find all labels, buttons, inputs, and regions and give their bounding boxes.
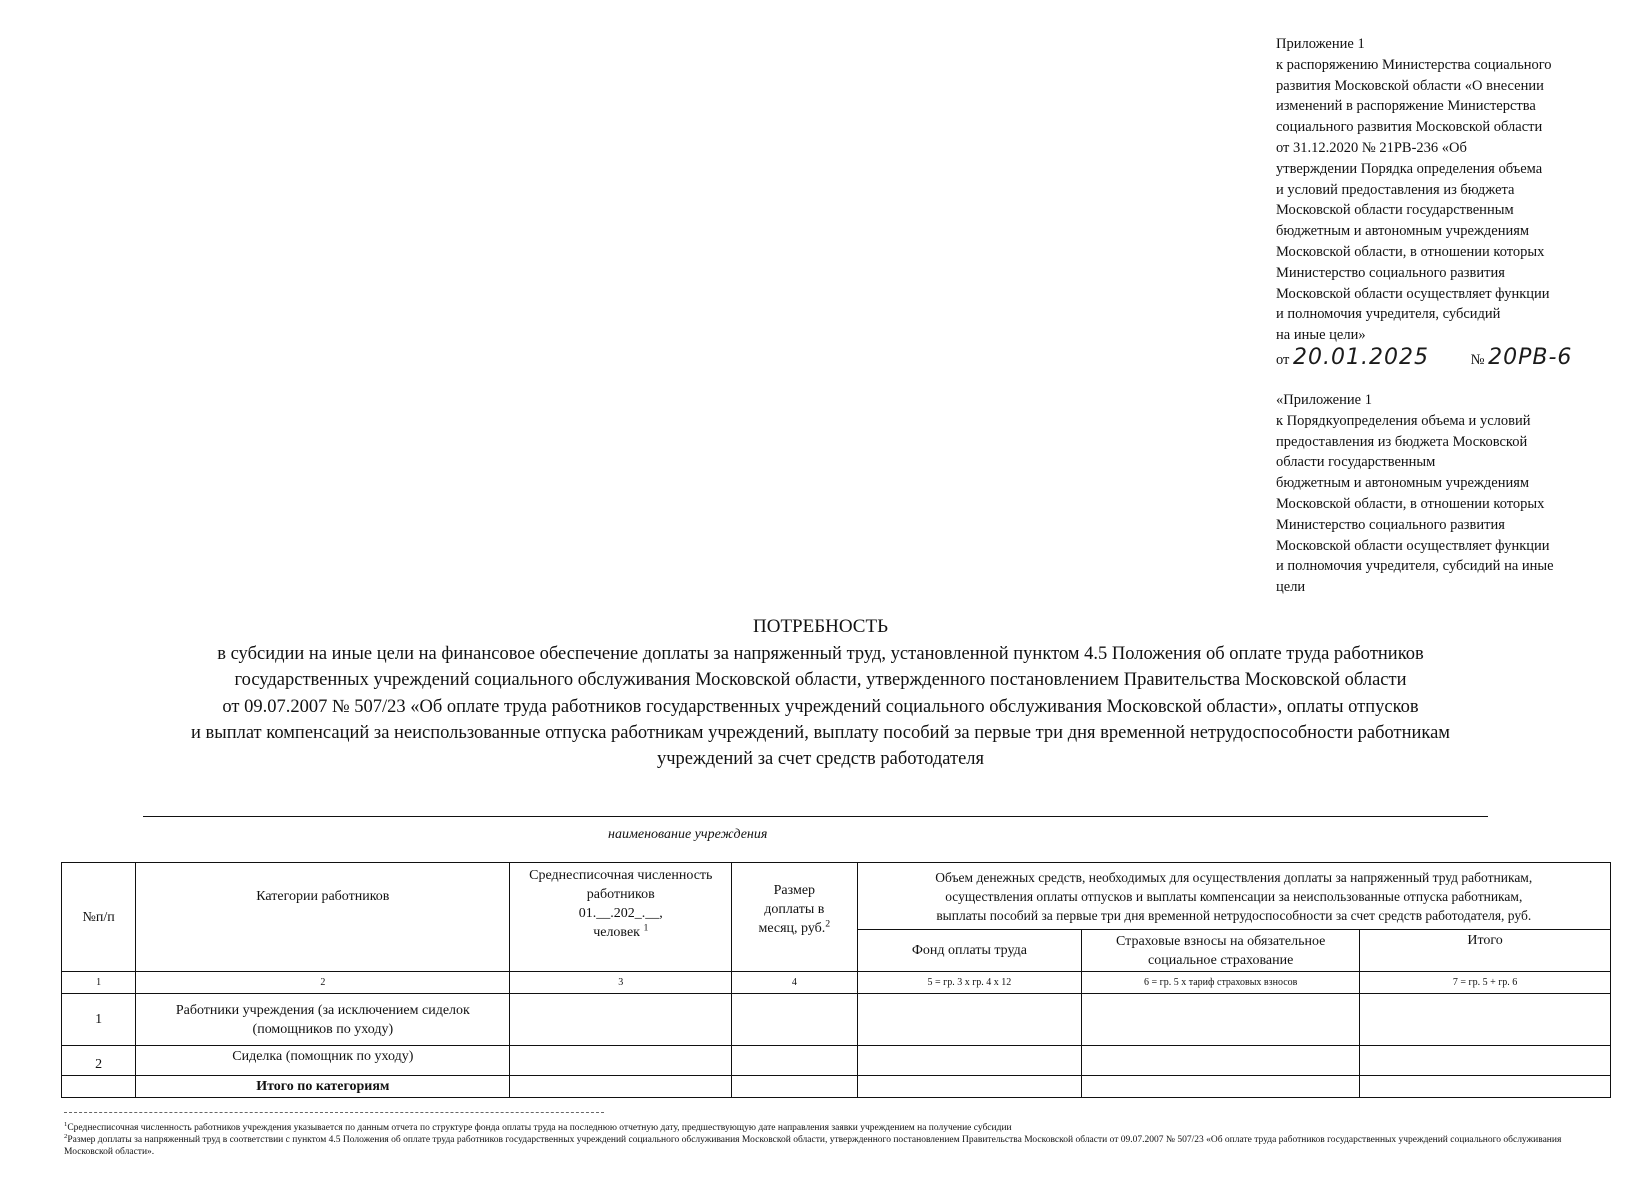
needs-table [61,862,1611,1098]
total-cell[interactable] [1360,994,1611,1046]
order-date-label: от [1276,351,1290,368]
header-number: №п/п [62,863,136,972]
fund-cell[interactable] [857,1046,1082,1076]
row-number: 2 [62,1046,136,1076]
subtitle-line: и выплат компенсаций за неиспользованные отпуска работникам учреждений, выплату пособий за первые три дня временной нетрудоспособности работникам [191,722,1450,743]
headcount-cell[interactable] [510,1046,732,1076]
header-headcount-line4 [514,923,727,942]
appendix-line: Министерство социального развития [1276,264,1505,281]
header-category: Категории работников [136,863,510,972]
payment-cell[interactable] [732,1046,857,1076]
appendix-line: на иные цели» [1276,327,1366,344]
header-payment-line1: Размер [773,883,816,898]
column-number-4: 4 [732,972,857,994]
header-payment [732,863,857,972]
appendix-line: развития Московской области «О внесении [1276,77,1544,94]
header-volume [857,863,1610,930]
appendix-line: Приложение 1 [1276,36,1365,52]
appendix-line: к распоряжению Министерства социального [1276,56,1552,73]
row-number: 1 [62,994,136,1046]
header-fund: Фонд оплаты труда [857,930,1082,972]
footnote-mark-1: 1 [64,1120,68,1128]
total-label: Итого по категориям [136,1076,510,1098]
fund-cell[interactable] [857,994,1082,1046]
header-payment-unit: месяц, руб. [758,921,826,936]
order-date-handwritten: 20.01.2025 [1293,344,1429,370]
fund-cell[interactable] [857,1076,1082,1098]
order-number-label: № [1470,351,1485,368]
header-insurance [1082,930,1360,972]
column-number-7: 7 = гр. 5 + гр. 6 [1360,972,1611,994]
appendix-line: изменений в распоряжение Министерства [1276,98,1536,115]
institution-name-caption: наименование учреждения [608,827,768,842]
insurance-cell[interactable] [1082,1076,1360,1098]
appendix2-line: и полномочия учредителя, субсидий на иные [1276,558,1554,575]
footnote-2-text: Размер доплаты за напряженный труд в соответствии с пунктом 4.5 Положения об оплате труда работников государственных учреждений социального обслуживания Московской области, утвержденного постановлением Правительства Московской области от 09.07.2007 № 507/23 «Об оплате труда работников государственных учреждений социального обслуживания Московской области». [64,1135,1562,1157]
footnote-1-text: Среднесписочная численность работников учреждения указывается по данным отчета по структуре фонда оплаты труда на последнюю отчетную дату, предшествующую дате направления заявки учреждением на получение субсидии [67,1123,1012,1133]
appendix-line: бюджетным и автономным учреждениям [1276,223,1530,240]
footnote-1 [64,1122,1604,1134]
header-payment-line3 [736,919,852,938]
row-category [136,994,510,1046]
footnote-mark-2: 2 [64,1132,68,1140]
footnote-ref-2: 2 [825,918,831,930]
appendix2-line: к Порядкуопределения объема и условий [1276,412,1531,429]
row-category: Сиделка (помощник по уходу) [136,1046,510,1076]
appendix2-line: области государственным [1276,454,1436,471]
subtitle-line: от 09.07.2007 № 507/23 «Об оплате труда работников государственных учреждений социального обслуживания Московской области», оплаты отпусков [222,696,1419,717]
header-headcount-line2: работников [586,887,655,902]
insurance-cell[interactable] [1082,994,1360,1046]
total-row-number [62,1076,136,1098]
row-category-line1: Работники учреждения (за исключением сиделок [175,1002,470,1018]
appendix2-line: цели [1276,579,1306,596]
appendix2-line: Министерство социального развития [1276,516,1505,533]
header-volume-line3: выплаты пособий за первые три дня временной нетрудоспособности за счет средств работодателя, руб. [936,907,1532,923]
appendix-line: утверждении Порядка определения объема [1276,160,1543,177]
payment-cell[interactable] [732,1076,857,1098]
appendix-line: и условий предоставления из бюджета [1276,181,1515,198]
appendix2-line: бюджетным и автономным учреждениям [1276,475,1530,492]
institution-name-line[interactable] [143,816,1488,817]
table-row [62,1046,1611,1076]
appendix-line: социального развития Московской области [1276,119,1543,136]
subtitle-line: государственных учреждений социального обслуживания Московской области, утвержденного постановлением Правительства Московской области [234,670,1407,691]
total-cell[interactable] [1360,1046,1611,1076]
appendix-header [1276,34,1616,374]
header-insurance-line1: Страховые взносы на обязательное [1116,933,1326,949]
header-volume-line2: осуществления оплаты отпусков и выплаты компенсации за неиспользованные отпуска работникам, [945,888,1523,904]
footnotes [64,1122,1604,1158]
subtitle-line: в субсидии на иные цели на финансовое обеспечение доплаты за напряженный труд, установленной пунктом 4.5 Положения об оплате труда работников [217,644,1424,664]
header-headcount [510,863,732,972]
column-number-6: 6 = гр. 5 х тариф страховых взносов [1082,972,1360,994]
headcount-cell[interactable] [510,994,732,1046]
insurance-cell[interactable] [1082,1046,1360,1076]
header-headcount-line1: Среднесписочная численность [529,868,713,883]
appendix-line: Московской области осуществляет функции [1276,285,1550,302]
header-volume-line1: Объем денежных средств, необходимых для осуществления доплаты за напряженный труд работникам, [935,869,1533,885]
appendix-line: Московской области, в отношении которых [1276,243,1545,260]
payment-cell[interactable] [732,994,857,1046]
column-number-3: 3 [510,972,732,994]
order-number-handwritten: 20РВ-6 [1488,344,1573,370]
appendix-line: Московской области государственным [1276,202,1514,219]
order-date-number [1276,344,1616,374]
appendix2-line: Московской области, в отношении которых [1276,495,1545,512]
footnote-2 [64,1134,1604,1158]
header-total: Итого [1360,930,1611,972]
table-total-row [62,1076,1611,1098]
headcount-cell[interactable] [510,1076,732,1098]
footnote-divider [64,1112,604,1113]
header-payment-line2: доплаты в [764,902,825,917]
row-category-line2: (помощников по уходу) [252,1021,394,1037]
column-number-1: 1 [62,972,136,994]
appendix2-line: предоставления из бюджета Московской [1276,433,1528,450]
appendix2-line: «Приложение 1 [1276,392,1372,408]
appendix-line: от 31.12.2020 № 21РВ-236 «Об [1276,139,1467,156]
table-row [62,994,1611,1046]
footnote-ref-1: 1 [643,922,649,934]
appendix-line: и полномочия учредителя, субсидий [1276,306,1501,323]
subtitle-line: учреждений за счет средств работодателя [656,749,985,770]
column-number-2: 2 [136,972,510,994]
column-number-5: 5 = гр. 3 х гр. 4 х 12 [857,972,1082,994]
document-title: ПОТРЕБНОСТЬ [753,616,888,637]
header-headcount-unit: человек [593,925,640,940]
appendix2-line: Московской области осуществляет функции [1276,537,1550,554]
appendix-procedure [1276,390,1616,598]
header-insurance-line2: социальное страхование [1148,952,1294,968]
header-headcount-line3: 01.__.202_.__, [578,906,663,921]
document-subtitle [0,641,1641,772]
total-cell[interactable] [1360,1076,1611,1098]
